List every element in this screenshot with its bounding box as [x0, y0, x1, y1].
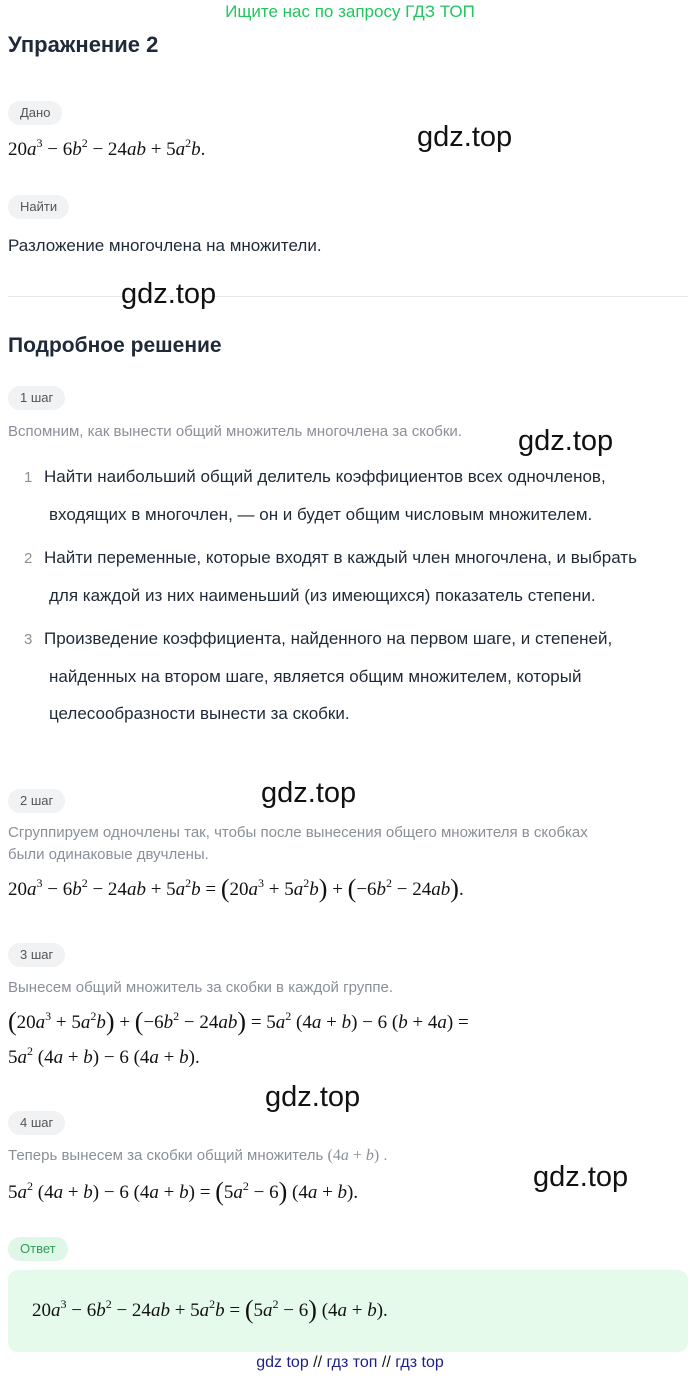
find-text: Разложение многочлена на множители.	[8, 236, 322, 255]
answer-chip	[8, 1237, 68, 1261]
step-4-expression: $5a^2$ (4a + b) − 6 $(4a + b) = (5a^2 - 6) (4a + b)$.	[8, 1177, 359, 1206]
step-2-expression: $20a^3 - 6b^2 - 24ab + 5a^2b = (20a^3 + 5a^2b) + (-6b^2 - 24ab)$.	[8, 874, 464, 903]
step-4-chip	[8, 1111, 65, 1135]
top-banner: Ищите нас по запросу ГДЗ ТОП	[225, 2, 475, 21]
footer-separator: //	[313, 1354, 323, 1371]
footer-link-3[interactable]: гдз top	[395, 1354, 444, 1371]
list-number: 2	[24, 550, 33, 567]
list-item: 3 Произведение коэффициента, найденного на первом шаге, и степеней, найденных на втором шаге, является общим множителем, который целесообразности вынести за скобки.	[24, 620, 694, 732]
watermark: gdz.top	[265, 1081, 361, 1113]
watermark: gdz.top	[533, 1161, 629, 1193]
step-4-intro: Теперь вынесем за скобки общий множитель (4a + b) .	[8, 1147, 388, 1164]
find-label: Найти	[8, 195, 69, 219]
answer-label: Ответ	[8, 1237, 68, 1261]
step-label: 3 шаг	[8, 943, 65, 967]
step-3-expression-line2: $5a^2$ (4a + b) − 6 (4a + b).	[8, 1044, 200, 1068]
footer-links	[0, 1354, 700, 1372]
footer-separator: //	[381, 1354, 391, 1371]
step-1-intro: Вспомним, как вынести общий множитель многочлена за скобки.	[8, 423, 462, 440]
watermark: gdz.top	[518, 425, 614, 457]
footer-link-1[interactable]: gdz top	[256, 1354, 309, 1371]
step-1-chip	[8, 386, 65, 410]
given-chip	[8, 101, 62, 125]
watermark: gdz.top	[121, 278, 217, 310]
step-2-intro: Сгруппируем одночлены так, чтобы после вынесения общего множителя в скобках были одинаковые двучлены.	[8, 824, 588, 863]
step-label: 4 шаг	[8, 1111, 65, 1135]
page-title: Упражнение 2	[8, 32, 159, 57]
step-label: 2 шаг	[8, 789, 65, 813]
list-item: 1 Найти наибольший общий делитель коэффициентов всех одночленов, входящих в многочлен, — он и будет общим числовым множителем.	[24, 458, 694, 533]
divider	[8, 296, 688, 297]
step-label: 1 шаг	[8, 386, 65, 410]
footer-link-2[interactable]: гдз топ	[326, 1354, 378, 1371]
watermark: gdz.top	[261, 777, 357, 809]
list-item: 2 Найти переменные, которые входят в каждый член многочлена, и выбрать для каждой из них наименьший (из имеющихся) показатель степени.	[24, 539, 694, 614]
solution-title: Подробное решение	[8, 334, 222, 357]
list-number: 1	[24, 469, 33, 486]
step-2-chip	[8, 789, 65, 813]
find-chip	[8, 195, 69, 219]
step-3-expression-line1: $(20a^3 + 5a^2b) + (-6b^2 - 24ab) = 5a^2$ (4a + b) − 6 (b + 4a) =	[8, 1007, 469, 1036]
watermark: gdz.top	[417, 121, 513, 153]
given-label: Дано	[8, 101, 62, 125]
answer-expression: $20a^3 - 6b^2 - 24ab + 5a^2b = (5a^2 - 6) (4a + b)$.	[32, 1295, 388, 1324]
given-expression: $20a^3 - 6b^2 - 24ab + 5a^2b$.	[8, 136, 206, 160]
step-3-chip	[8, 943, 65, 967]
step-3-intro: Вынесем общий множитель за скобки в каждой группе.	[8, 979, 394, 996]
list-number: 3	[24, 631, 33, 648]
